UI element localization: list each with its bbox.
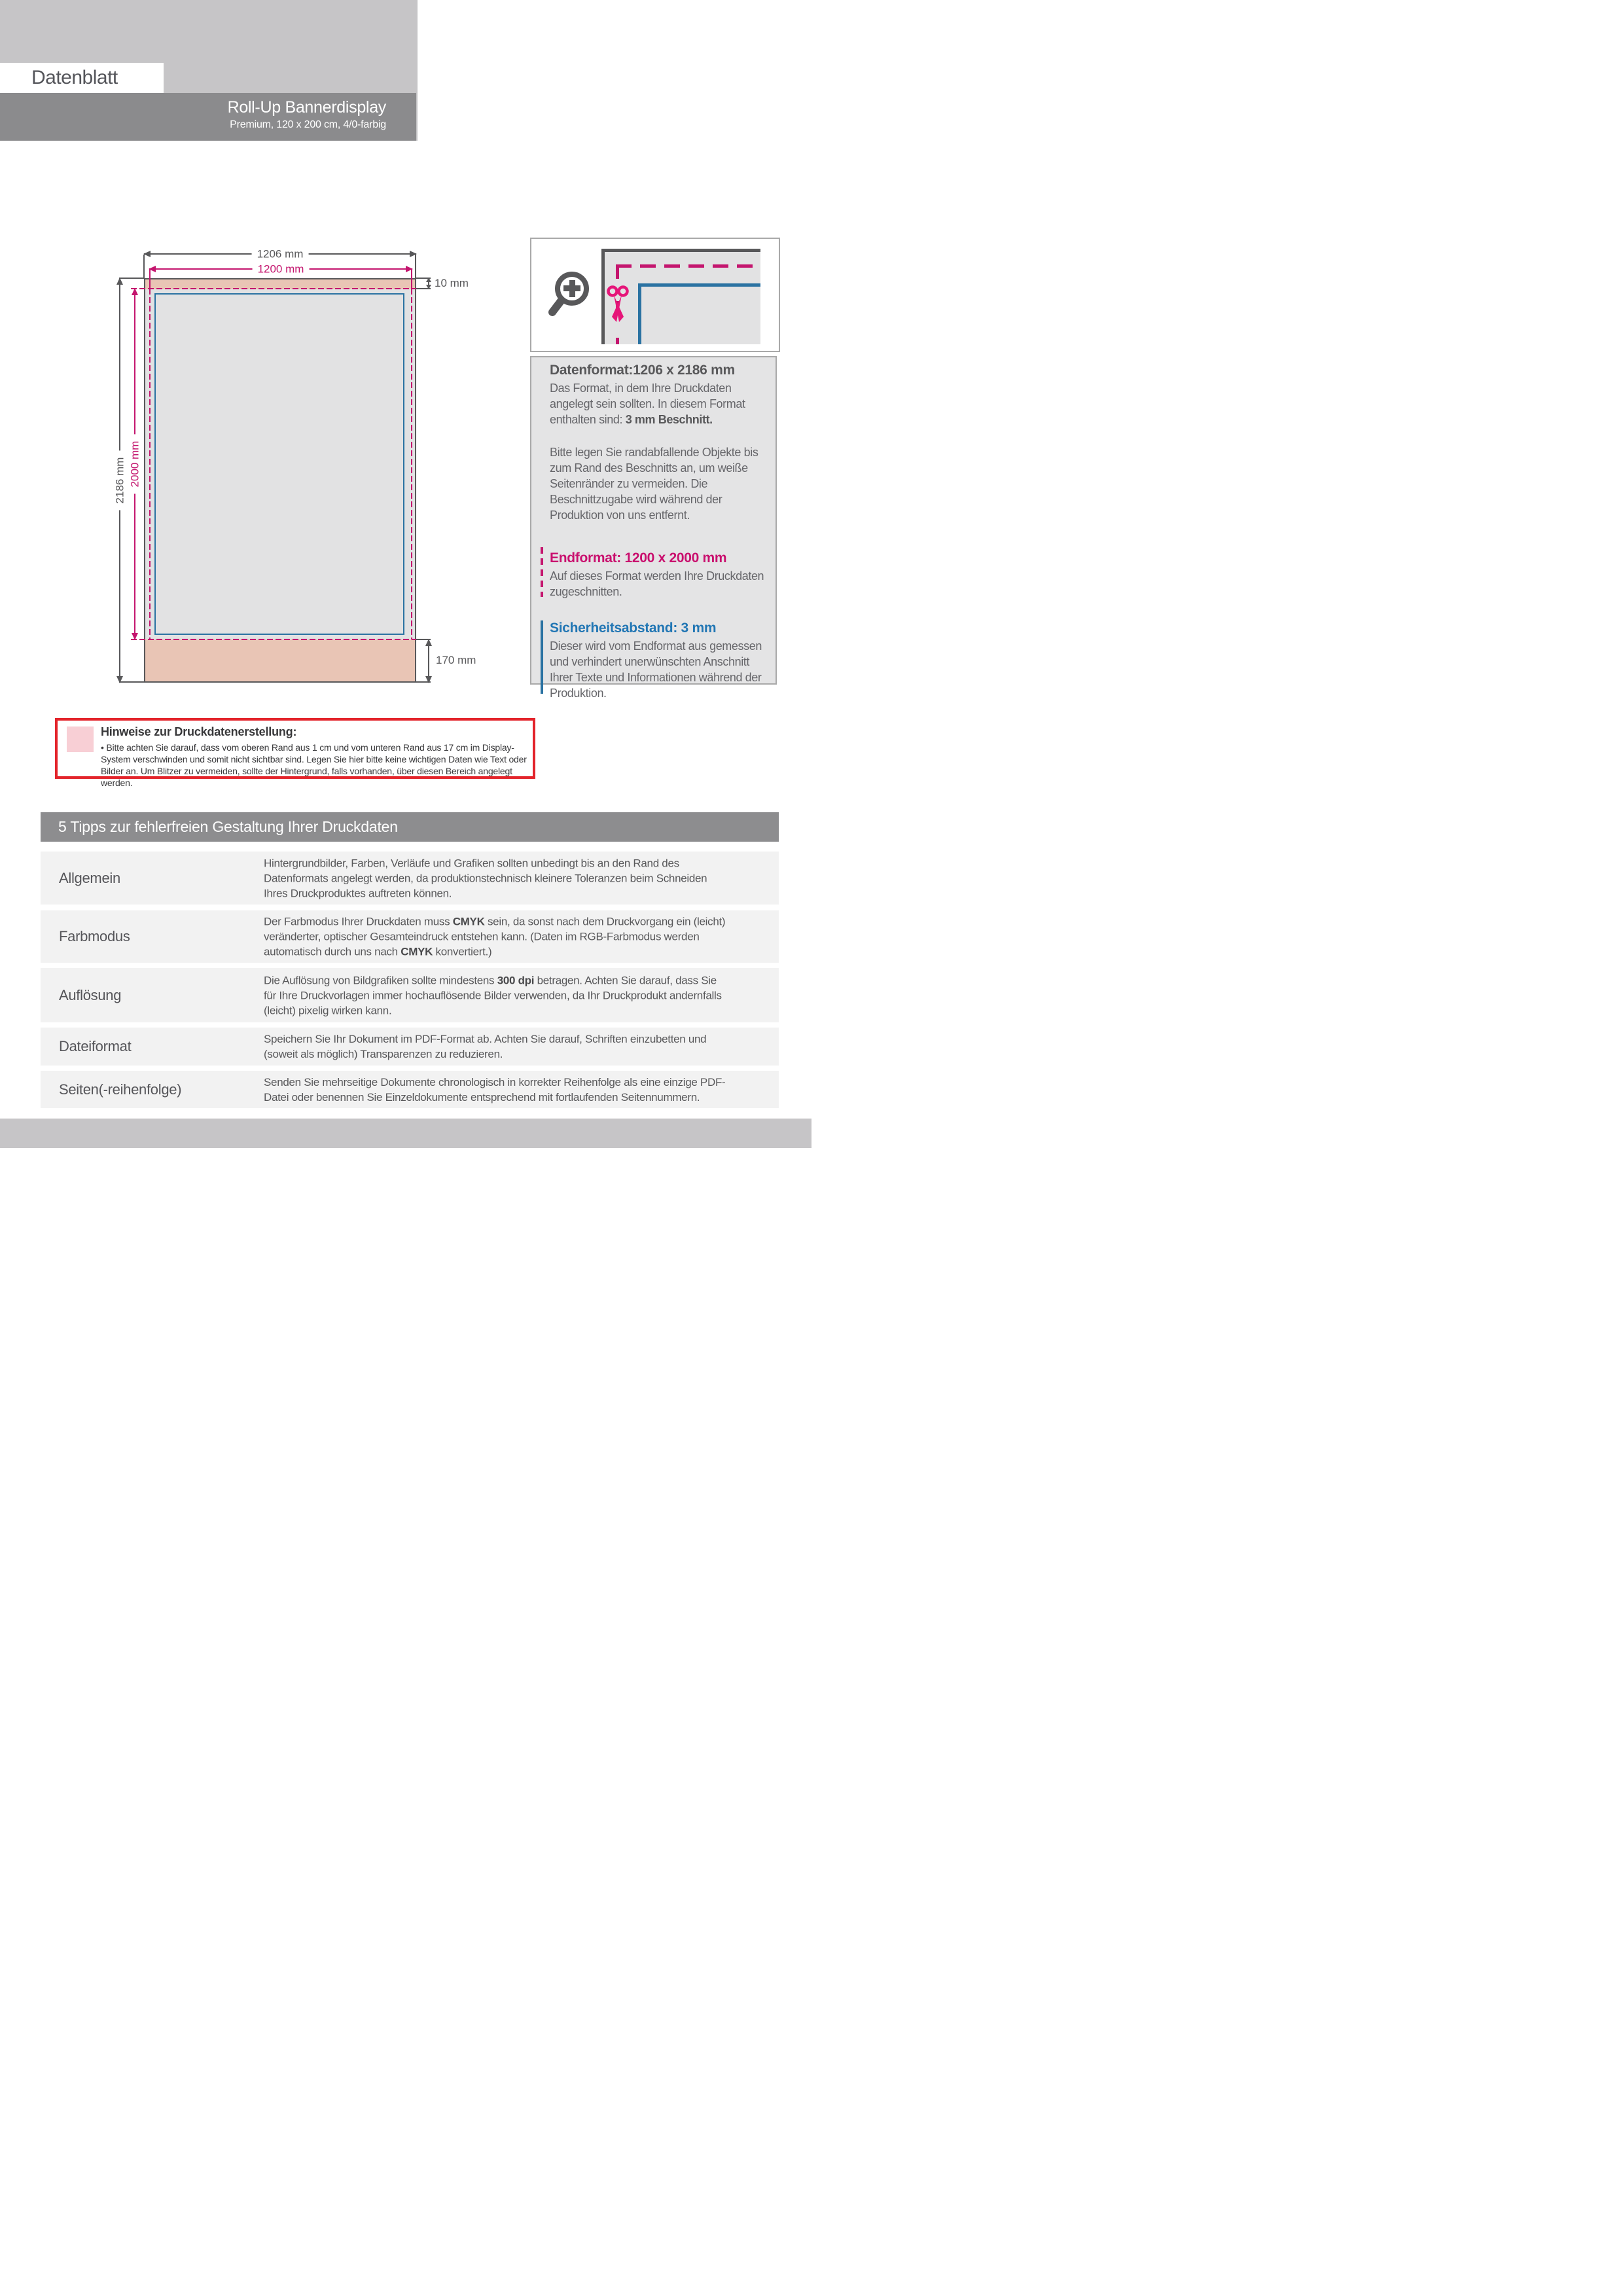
extension-line: [149, 270, 151, 289]
extension-line: [119, 681, 145, 683]
arrow-up-icon: [425, 639, 432, 646]
dim-height-datenformat: [113, 278, 126, 683]
sicherheitsabstand-title: Sicherheitsabstand: 3 mm: [550, 620, 717, 636]
tip-body: Senden Sie mehrseitige Dokumente chronologisch in korrekter Reihenfolge als eine einzige PDF-Datei oder benennen Sie Einzeldokumente entsprechend mit fortlaufenden Seitennummern.: [264, 1075, 726, 1103]
page-footer-band: [0, 1119, 812, 1148]
tip-label: Dateiformat: [59, 1038, 132, 1054]
endformat-accent-line: [541, 547, 543, 597]
datenformat-body2: Bitte legen Sie randabfallende Objekte bis zum Rand des Beschnitts an, um weiße Seitenränder zu vermeiden. Die Beschnittzugabe wird während der Produktion von uns entfernt.: [550, 446, 758, 522]
product-subtitle: Premium, 120 x 200 cm, 4/0-farbig: [230, 119, 386, 130]
product-title: Roll-Up Bannerdisplay: [227, 98, 386, 117]
safety-detail-left: [638, 283, 641, 344]
dim-width-endformat: [149, 262, 412, 276]
arrow-down-icon: [132, 633, 138, 640]
tip-body: Hintergrundbilder, Farben, Verläufe und Grafiken sollten unbedingt bis an den Rand des Datenformats angelegt werden, da produktionstechnisch kleinere Toleranzen beim Schneiden Ihres Druckproduktes auftreten können.: [264, 857, 707, 899]
magnifier-plus-icon: [547, 270, 590, 320]
tip-row-farbmodus: [41, 910, 779, 963]
zoom-detail-box: [530, 238, 780, 352]
dim-height-datenformat-label: 2186 mm: [113, 451, 127, 511]
tip-row-aufloesung: [41, 968, 779, 1022]
hinweis-box: [55, 718, 535, 788]
dim-height-endformat: [128, 289, 141, 639]
page-root: [0, 0, 812, 1148]
arrow-down-icon: [425, 676, 432, 683]
tip-label: Seiten(-reihenfolge): [59, 1081, 182, 1098]
cutline-right: [411, 289, 412, 639]
datenblatt-badge-label: Datenblatt: [31, 67, 118, 88]
extension-line: [415, 255, 416, 279]
tip-label: Auflösung: [59, 986, 122, 1003]
datenformat-body: Das Format, in dem Ihre Druckdaten angelegt sein sollten. In diesem Format enthalten sind: 3 mm Beschnitt.: [550, 382, 745, 426]
datenformat-title: Datenformat:1206 x 2186 mm: [550, 363, 735, 378]
dim-bottom-hidden-label: 170 mm: [436, 654, 476, 666]
tip-row-allgemein: [41, 852, 779, 905]
dim-bottom-hidden: [428, 639, 429, 683]
section-datenformat: [550, 363, 770, 523]
tip-body: Speichern Sie Ihr Dokument im PDF-Format ab. Achten Sie darauf, Schriften einzubetten und (soweit als möglich) Transparenzen zu reduzieren.: [264, 1033, 707, 1060]
dim-top-hidden: [428, 278, 429, 289]
scissors-icon: [605, 285, 630, 325]
hinweis-content: [101, 725, 527, 789]
tip-body: Die Auflösung von Bildgrafiken sollte mindestens 300 dpi betragen. Achten Sie darauf, dass Sie für Ihre Druckvorlagen immer hochauflösende Bilder verwenden, da Ihr Druckprodukt andernfalls (leicht) pixelig wirken kann.: [264, 974, 722, 1016]
datenformat-edge-top: [601, 249, 760, 252]
dim-width-endformat-label: 1200 mm: [253, 262, 310, 276]
tip-body: Der Farbmodus Ihrer Druckdaten muss CMYK sein, da sonst nach dem Druckvorgang ein (leicht) veränderter, optischer Gesamteindruck entstehen kann. (Daten im RGB-Farbmodus werden automatisch durch uns nach CMYK konvertiert.): [264, 915, 726, 958]
arrow-down-icon: [426, 285, 431, 289]
hidden-area-bottom-band: [145, 639, 415, 681]
arrow-up-icon: [426, 278, 431, 282]
tip-row-dateiformat: [41, 1028, 779, 1066]
safety-margin-rect: [154, 293, 404, 635]
corner-illustration: [601, 249, 760, 344]
tip-label: Allgemein: [59, 869, 120, 886]
extension-line: [411, 270, 412, 289]
tips-header-label: 5 Tipps zur fehlerfreien Gestaltung Ihrer Druckdaten: [58, 818, 398, 835]
endformat-title: Endformat: 1200 x 2000 mm: [550, 550, 727, 565]
sicherheitsabstand-accent-line: [541, 620, 543, 694]
dim-height-endformat-label: 2000 mm: [128, 435, 142, 494]
datenblatt-badge: [0, 63, 164, 93]
dim-top-hidden-label: 10 mm: [435, 277, 469, 289]
tips-header-bar: [41, 812, 779, 842]
arrow-up-icon: [132, 288, 138, 295]
extension-line: [119, 278, 145, 279]
pink-area-swatch: [67, 726, 94, 752]
sicherheitsabstand-body: Dieser wird vom Endformat aus gemessen und verhindert unerwünschten Anschnitt Ihrer Texte und Informationen während der Produktion.: [550, 639, 762, 700]
section-sicherheitsabstand: [550, 620, 770, 701]
cutline-detail-top: [616, 264, 760, 268]
tip-row-seitenreihenfolge: [41, 1071, 779, 1108]
product-header-band: [0, 93, 416, 141]
datenformat-edge-left: [601, 249, 605, 344]
cutline-bottom: [131, 639, 416, 640]
dim-width-datenformat-label: 1206 mm: [252, 247, 309, 261]
tip-label: Farbmodus: [59, 928, 130, 944]
hinweis-title: Hinweise zur Druckdatenerstellung:: [101, 725, 297, 738]
endformat-body: Auf dieses Format werden Ihre Druckdaten zugeschnitten.: [550, 569, 764, 598]
hinweis-body: • Bitte achten Sie darauf, dass vom oberen Rand aus 1 cm und vom unteren Rand aus 17 cm im Display-System verschwinden und somit nicht sichtbar sind. Legen Sie hier bitte keine wichtigen Daten wie Text oder Bilder an. Um Blitzer zu vermeiden, sollte der Hintergrund, falls vorhanden, über diesen Bereich angelegt werden.: [101, 742, 527, 788]
safety-detail-top: [638, 283, 760, 287]
dim-width-datenformat: [144, 247, 416, 260]
info-panel: [530, 356, 777, 700]
extension-line: [143, 255, 145, 279]
cutline-top: [131, 288, 416, 289]
section-endformat: [550, 550, 770, 600]
cutline-left: [149, 289, 151, 639]
